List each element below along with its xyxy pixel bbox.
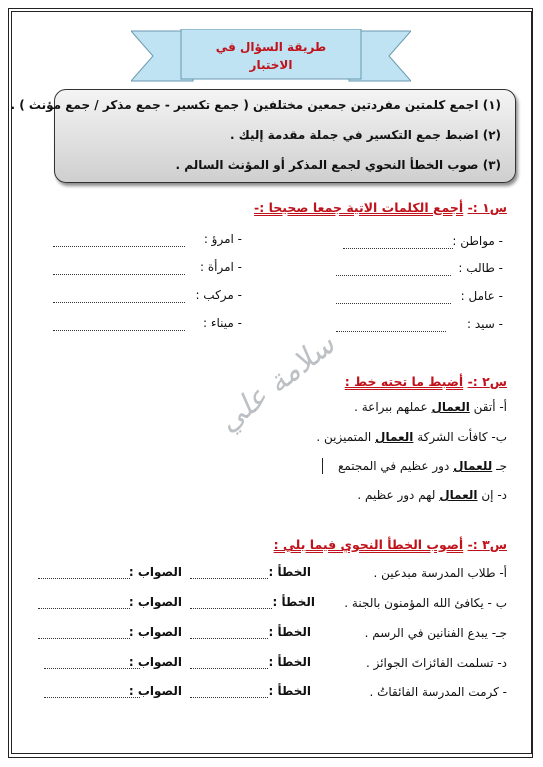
instruction-2: (٢) اضبط جمع التكسير في جملة مقدمة إليك . — [230, 128, 501, 142]
q1-heading: أجمع الكلمات الاتية جمعا صحيحا :- — [254, 200, 464, 215]
q1-answer-line[interactable] — [336, 331, 446, 332]
error-answer-line[interactable] — [190, 668, 268, 669]
watermark — [218, 330, 338, 440]
sentence-suffix: عملهم ببراعة . — [354, 400, 432, 414]
underlined-word: للعمال — [453, 459, 493, 473]
instruction-3: (٣) صوب الخطأ النحوي لجمع المذكر أو المؤنث السالم . — [175, 158, 501, 172]
banner-title-line1: طريقة السؤال في — [215, 40, 327, 54]
sentence-prefix: ب- كافأت الشركة — [413, 430, 507, 444]
q1-word-markab: - مركب : — [195, 288, 242, 302]
q3-title — [274, 537, 507, 552]
error-label: الخطأ : — [268, 655, 311, 669]
sentence-prefix: د- إن — [477, 488, 507, 502]
error-label: الخطأ : — [268, 625, 311, 639]
correct-label: الصواب : — [128, 595, 182, 609]
q1-title — [254, 200, 507, 215]
q3-sentence-e: - كرمت المدرسة الفائقاتُ . — [369, 685, 507, 699]
q2-sentence-b — [316, 430, 507, 444]
q3-heading: أصوب الخطأ النحوي فيما يلي : — [273, 537, 464, 552]
error-answer-line[interactable] — [190, 638, 268, 639]
q1-word-amel: - عامل : — [460, 289, 503, 303]
q2-title — [345, 374, 507, 389]
q1-answer-line[interactable] — [53, 246, 185, 247]
q2-sentence-d — [357, 488, 507, 502]
instructions-box — [10, 89, 516, 183]
sentence-prefix: جـ — [492, 459, 507, 473]
error-answer-line[interactable] — [190, 697, 268, 698]
q2-heading: أضبط ما تحته خط : — [344, 374, 464, 389]
error-label: الخطأ : — [272, 595, 315, 609]
q1-word-imru: - امرؤ : — [203, 232, 242, 246]
correct-label: الصواب : — [128, 655, 182, 669]
correct-answer-line[interactable] — [44, 668, 140, 669]
q1-answer-line[interactable] — [53, 330, 185, 331]
q2-number: س٢ :- — [467, 374, 507, 389]
q3-sentence-b: ب - يكافئ الله المؤمنون بالجنة . — [344, 596, 507, 610]
sentence-suffix: دور عظيم في المجتمع — [337, 459, 454, 473]
q1-answer-line[interactable] — [336, 275, 451, 276]
banner-title-line2: الاختبار — [249, 58, 293, 72]
sentence-prefix: أ- أتقن — [469, 400, 507, 414]
error-answer-line[interactable] — [190, 578, 268, 579]
error-label: الخطأ : — [268, 684, 311, 698]
underlined-word: العمال — [375, 430, 414, 444]
watermark-text: سلامة علي — [218, 330, 338, 440]
correct-label: الصواب : — [128, 684, 182, 698]
sentence-suffix: لهم دور عظيم . — [357, 488, 440, 502]
instruction-1: (١) اجمع كلمتين مفردتين جمعين مختلفين ( جمع تكسير - جمع مذكر / جمع مؤنث ) . — [10, 98, 501, 112]
watermark-graphic — [218, 330, 338, 440]
q1-number: س١ :- — [467, 200, 507, 215]
q1-answer-line[interactable] — [53, 302, 185, 303]
q3-number: س٣ :- — [467, 537, 507, 552]
correct-label: الصواب : — [128, 625, 182, 639]
q3-sentence-d: د- تسلمت الفائزاتَ الجوائز . — [365, 656, 507, 670]
correct-answer-line[interactable] — [38, 578, 130, 579]
sentence-suffix: المتميزين . — [316, 430, 376, 444]
correct-answer-line[interactable] — [44, 697, 140, 698]
q2-sentence-a — [354, 400, 507, 414]
q2-sentence-c — [338, 459, 507, 473]
banner-title — [131, 29, 411, 83]
q1-answer-line[interactable] — [336, 303, 451, 304]
q3-sentence-a: أ- طلاب المدرسة مبدعين . — [373, 566, 507, 580]
correct-answer-line[interactable] — [38, 608, 130, 609]
q1-answer-line[interactable] — [53, 274, 185, 275]
q1-answer-line[interactable] — [343, 248, 453, 249]
underlined-word: العمال — [439, 488, 478, 502]
q1-word-imraa: - امرأة : — [199, 260, 242, 274]
q3-sentence-c: جـ- يبدع الفنانين في الرسم . — [364, 626, 507, 640]
error-answer-line[interactable] — [190, 608, 272, 609]
error-label: الخطأ : — [268, 565, 311, 579]
correct-answer-line[interactable] — [38, 638, 130, 639]
correct-label: الصواب : — [128, 565, 182, 579]
q1-word-minaa: - ميناء : — [203, 316, 242, 330]
q1-word-mowaten: - مواطن : — [452, 234, 503, 248]
underlined-word: العمال — [431, 400, 470, 414]
q1-word-taleb: - طالب : — [458, 261, 503, 275]
title-banner — [131, 29, 411, 83]
q1-word-sayed: - سيد : — [467, 317, 503, 331]
text-cursor — [322, 458, 323, 474]
